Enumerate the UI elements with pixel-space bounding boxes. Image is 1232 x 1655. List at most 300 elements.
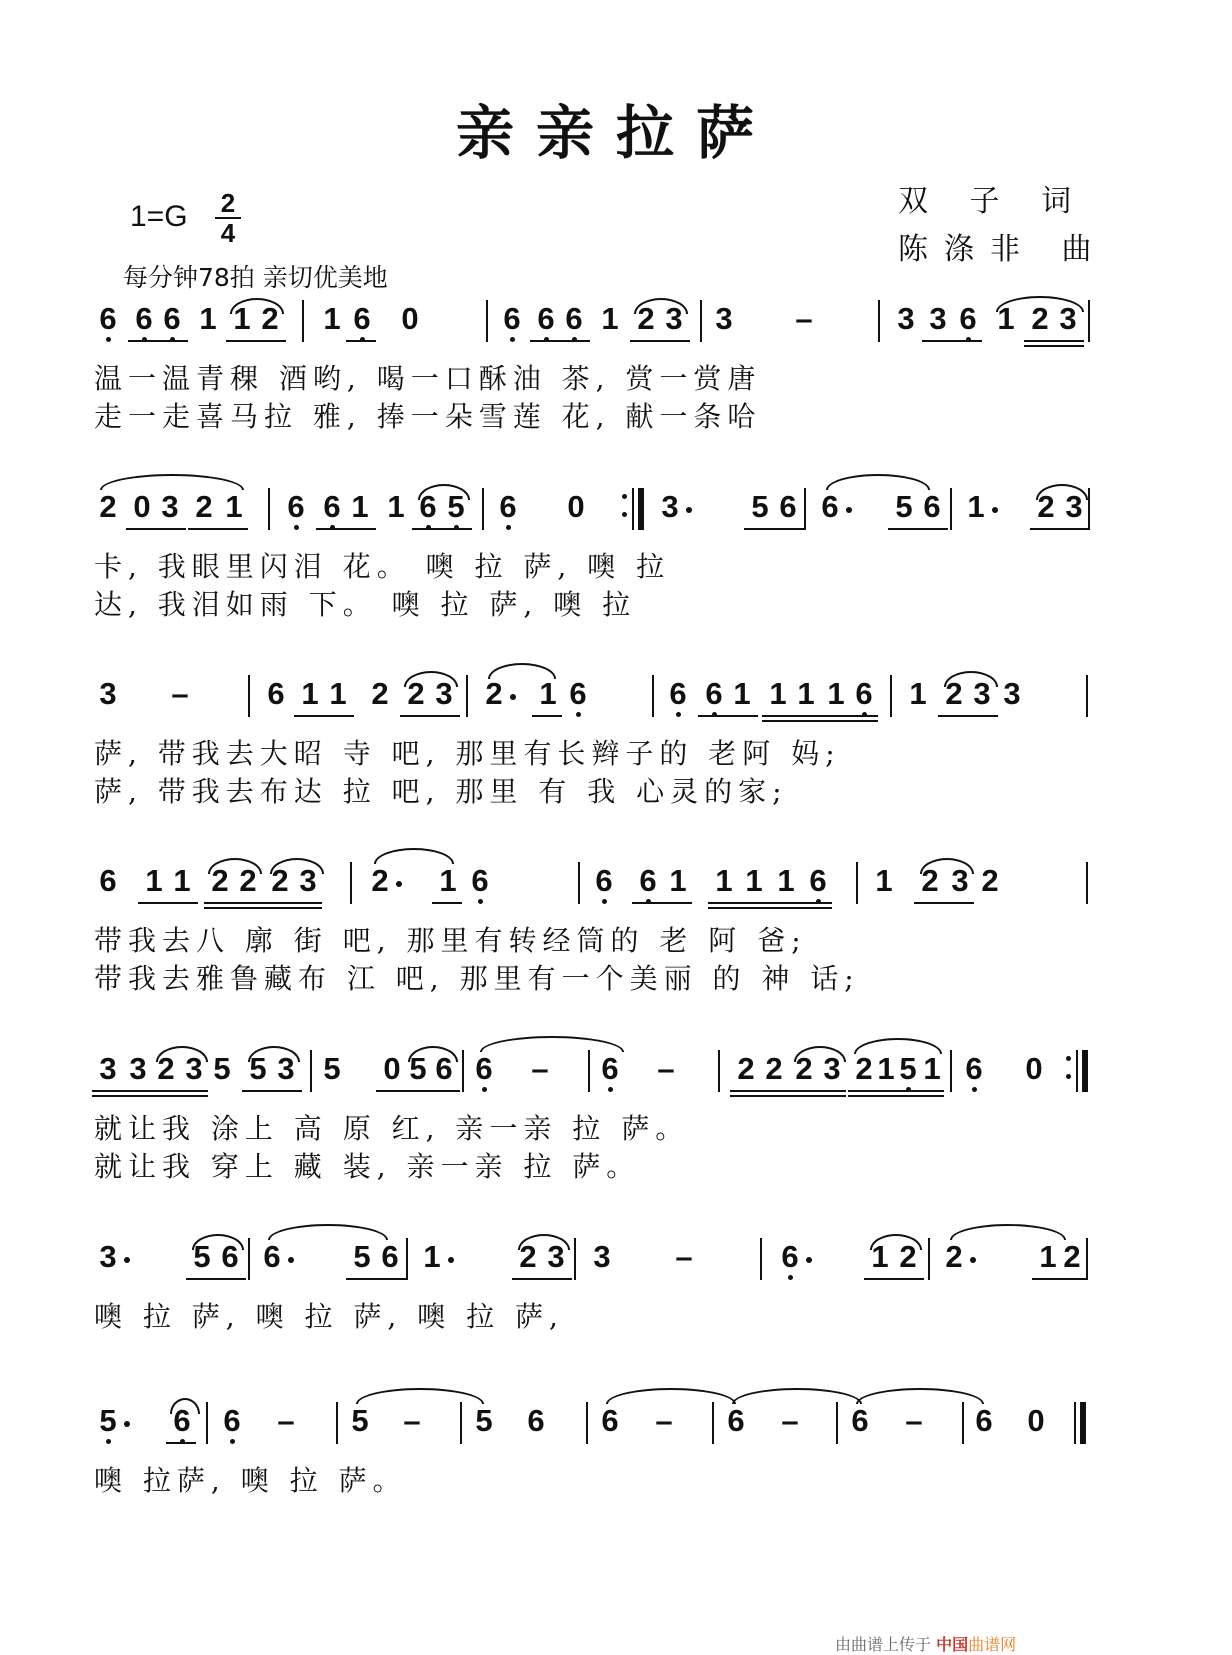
note: 2 [795,1051,813,1086]
note: 0 [567,489,585,524]
bar-line [632,488,634,530]
note: 3 [929,301,947,336]
bar-line [406,1238,408,1280]
note: 1 [323,301,341,336]
augmentation-dot [510,694,516,700]
note: 5 [475,1403,493,1438]
bar-line [1082,1050,1088,1092]
note: 3 [897,301,915,336]
note: 6 [267,676,285,711]
beam-underline [922,340,982,342]
repeat-dot [1066,1074,1071,1079]
note: 1 [439,863,457,898]
note: 2 [371,676,389,711]
note: 6 [634,864,662,898]
bar-line [1076,1050,1078,1092]
tie-arc [518,1234,570,1250]
beam-underline [186,1278,246,1280]
augmentation-dot [806,1257,812,1263]
notation-row [0,665,1232,725]
lyric-verse-2: 就让我 穿上 藏 装, 亲一亲 拉 萨。 [94,1150,641,1183]
tie-arc [480,1036,624,1052]
note: – [781,1403,799,1438]
note: 6 [99,863,117,898]
notation-row [0,1040,1232,1100]
beam-underline [138,902,198,904]
note: 5 [213,1051,231,1086]
tie-arc [920,858,974,874]
song-title: 亲亲拉萨 [455,99,776,167]
beam-underline [294,715,354,717]
note: 6 [435,1051,453,1086]
beam-underline [914,902,974,904]
note: 6 [470,1052,498,1086]
bar-line [460,1402,462,1444]
augmentation-dot [846,507,852,513]
note: 6 [94,302,122,336]
note: 6 [975,1403,993,1438]
low-octave-dot [482,1087,487,1092]
beam-underline [126,528,186,530]
note: 6 [590,864,618,898]
notation-row [0,1228,1232,1288]
tie-arc [418,484,470,500]
note: 1 [145,863,163,898]
note: 2 [157,1051,175,1086]
beam-underline [204,902,322,904]
beam-underline [888,528,948,530]
note: 1 [871,1239,889,1274]
bar-line [760,1238,762,1280]
beam-underline [708,902,832,904]
beam-underline [346,340,376,342]
bar-line [302,300,304,342]
note: 6 [850,677,878,711]
augmentation-dot [124,1421,130,1427]
note: 3 [715,301,733,336]
augmentation-dot [124,1257,130,1263]
note: 2 [921,863,939,898]
repeat-dot [1066,1056,1071,1061]
note: 0 [1025,1051,1043,1086]
beam-underline [400,715,460,717]
note: 6 [348,302,376,336]
bar-line [856,862,858,904]
note: 6 [282,490,310,524]
note: 2 [519,1239,537,1274]
beam-underline [698,715,758,717]
note: 2 [637,301,655,336]
lyric-verse-2: 走一走喜马拉 雅, 捧一朵雪莲 花, 献一条哈 [94,400,762,433]
low-octave-dot [972,1087,977,1092]
note: 6 [804,864,832,898]
tie-arc [100,474,244,490]
beam-underline [242,1090,302,1092]
tie-arc [870,1234,922,1250]
note: 1 [225,489,243,524]
notation-row [0,290,1232,350]
notation-row [0,1392,1232,1452]
note: 6 [664,677,692,711]
bar-line [466,675,468,717]
augmentation-dot [970,1257,976,1263]
low-octave-dot [506,525,511,530]
note: 3 [299,863,317,898]
beam-underline [848,1090,944,1092]
beam-underline [316,528,376,530]
bar-line [1088,300,1090,342]
note: 1 [777,863,795,898]
note: 5 [442,490,470,524]
beam-underline [530,340,590,342]
note: 1 [909,676,927,711]
bar-line [1086,1238,1088,1280]
key-signature: 1=G [130,200,188,233]
note: 1 [233,301,251,336]
tie-arc [208,858,262,874]
note: 5 [94,1404,122,1438]
bar-line [1086,675,1088,717]
beam-underline [730,1095,846,1097]
tie-arc [408,1046,458,1062]
note: 5 [351,1403,369,1438]
note: 3 [547,1239,565,1274]
augmentation-dot [448,1257,454,1263]
time-signature-bottom: 4 [220,218,236,248]
augmentation-dot [992,507,998,513]
beam-underline [762,715,878,717]
note: 6 [532,302,560,336]
beam-underline [730,1090,846,1092]
note: 5 [895,489,913,524]
low-octave-dot [608,1087,613,1092]
note: – [531,1051,549,1086]
tie-arc [1036,484,1088,500]
tie-arc [854,1038,942,1054]
repeat-dot [622,512,627,517]
bar-line [482,488,484,530]
low-octave-dot [602,899,607,904]
note: 1 [715,863,733,898]
note: 2 [271,863,289,898]
note: 1 [827,676,845,711]
bar-line [578,862,580,904]
note: 5 [751,489,769,524]
score-line-1 [0,290,1232,470]
bar-line [950,488,952,530]
note: 3 [129,1051,147,1086]
beam-underline [632,902,692,904]
note: 6 [221,1239,239,1274]
lyric-verse-1: 温一温青稞 酒哟, 喝一口酥油 茶, 赏一赏唐 [94,362,762,395]
note: 2 [855,1051,873,1086]
tie-arc [192,1234,244,1250]
beam-underline [1024,345,1084,347]
tie-arc [996,296,1084,312]
lyric-line: 噢 拉萨, 噢 拉 萨。 [94,1464,407,1497]
note: 2 [1037,489,1055,524]
note: 6 [168,1404,196,1438]
note: 1 [733,676,751,711]
beam-underline [1030,528,1090,530]
score-line-5 [0,1040,1232,1220]
note: 2 [485,676,503,711]
note: 6 [727,1403,745,1438]
note: 2 [407,676,425,711]
note: – [403,1403,421,1438]
tie-arc [170,1398,200,1414]
notation-row [0,852,1232,912]
note: 2 [945,1239,963,1274]
note: 6 [414,490,442,524]
tie-arc [950,1224,1066,1240]
note: – [655,1403,673,1438]
note: 1 [351,489,369,524]
note: 6 [560,302,588,336]
score-line-4 [0,852,1232,1032]
note: 6 [263,1239,281,1274]
low-octave-dot [106,337,111,342]
beam-underline [848,1095,944,1097]
bar-line [588,1050,590,1092]
low-octave-dot [230,1439,235,1444]
bar-line [836,1402,838,1444]
beam-underline [630,340,690,342]
note: 0 [383,1051,401,1086]
note: 1 [877,1051,895,1086]
note: 6 [954,302,982,336]
note: 1 [539,676,557,711]
beam-underline [1024,340,1084,342]
note: 3 [99,1239,117,1274]
bar-line [336,1402,338,1444]
bar-line [950,1050,952,1092]
bar-line [962,1402,964,1444]
low-octave-dot [106,1439,111,1444]
note: 1 [329,676,347,711]
note: 6 [601,1403,619,1438]
tie-arc [270,858,324,874]
bar-line [310,1050,312,1092]
bar-line [878,300,880,342]
bar-line [350,862,352,904]
bar-line [1074,1402,1076,1444]
bar-line [574,1238,576,1280]
time-signature [215,190,241,246]
note: 5 [409,1051,427,1086]
note: 1 [669,863,687,898]
note: 1 [745,863,763,898]
bar-line [486,300,488,342]
beam-underline [92,1095,208,1097]
bar-line [1080,1402,1086,1444]
bar-line [1088,488,1090,530]
note: 2 [211,863,229,898]
note: 3 [1065,489,1083,524]
bar-line [268,488,270,530]
note: 1 [301,676,319,711]
note: 2 [737,1051,755,1086]
beam-underline [744,528,804,530]
note: – [171,676,189,711]
tie-arc [156,1046,208,1062]
note: 6 [776,1240,804,1274]
note: 6 [700,677,728,711]
note: 5 [353,1239,371,1274]
bar-line [652,675,654,717]
bar-line [248,1238,250,1280]
note: 0 [401,301,419,336]
note: 3 [951,863,969,898]
time-signature-top: 2 [220,188,236,218]
beam-underline [512,1278,572,1280]
note: 6 [381,1239,399,1274]
bar-line [586,1402,588,1444]
lyric-verse-2: 达, 我泪如雨 下。 噢 拉 萨, 噢 拉 [94,588,637,621]
low-octave-dot [676,712,681,717]
note: 3 [661,489,679,524]
low-octave-dot [478,899,483,904]
note: 0 [133,489,151,524]
score-line-2 [0,478,1232,658]
score-line-7 [0,1392,1232,1572]
bar-line [712,1402,714,1444]
bar-line [638,488,644,530]
beam-underline [188,528,248,530]
note: 6 [821,489,839,524]
note: 2 [945,676,963,711]
lyricist-credit: 双 子 词 [898,184,1088,219]
beam-underline [226,340,286,342]
note: – [905,1403,923,1438]
note: 1 [1039,1239,1057,1274]
note: 1 [769,676,787,711]
note: 1 [797,676,815,711]
note: 5 [249,1051,267,1086]
note: 2 [239,863,257,898]
tie-arc [404,671,458,687]
note: 1 [875,863,893,898]
beam-underline [708,907,832,909]
tie-arc [268,1224,388,1240]
note: 6 [130,302,158,336]
note: 3 [185,1051,203,1086]
score-line-3 [0,665,1232,845]
note: 6 [498,302,526,336]
augmentation-dot [686,507,692,513]
note: 6 [596,1052,624,1086]
note: – [277,1403,295,1438]
beam-underline [1032,1278,1088,1280]
note: 2 [195,489,213,524]
note: 1 [997,301,1015,336]
augmentation-dot [396,881,402,887]
watermark-prefix: 中国 [936,1635,969,1654]
note: 6 [779,489,797,524]
note: 1 [423,1239,441,1274]
bar-line [804,488,806,530]
note: 2 [981,863,999,898]
note: 3 [1059,301,1077,336]
note: 3 [665,301,683,336]
beam-underline [92,1090,208,1092]
note: 2 [371,863,389,898]
note: – [675,1239,693,1274]
beam-underline [864,1278,924,1280]
lyric-line: 噢 拉 萨, 噢 拉 萨, 噢 拉 萨, [94,1300,564,1333]
note: 5 [894,1052,922,1086]
beam-underline [938,715,998,717]
lyric-verse-1: 萨, 带我去大昭 寺 吧, 那里有长辫子的 老阿 妈; [94,737,841,770]
note: 3 [435,676,453,711]
note: 3 [1003,676,1021,711]
beam-underline [762,720,878,722]
bar-line [890,675,892,717]
note: 3 [277,1051,295,1086]
low-octave-dot [788,1275,793,1280]
note: 1 [199,301,217,336]
lyric-verse-1: 卡, 我眼里闪泪 花。 噢 拉 萨, 噢 拉 [94,550,671,583]
lyric-verse-1: 带我去八 廓 街 吧, 那里有转经筒的 老 阿 爸; [94,924,807,957]
low-octave-dot [294,525,299,530]
note: 2 [1063,1239,1081,1274]
note: 6 [218,1404,246,1438]
note: 2 [261,301,279,336]
note: 1 [923,1051,941,1086]
score-line-6 [0,1228,1232,1408]
note: 1 [387,489,405,524]
bar-line [248,675,250,717]
beam-underline [166,1442,196,1444]
composer-credit: 陈涤非 曲 [898,232,1108,267]
note: 2 [899,1239,917,1274]
beam-underline [432,902,462,904]
tie-arc [248,1046,300,1062]
note: 3 [99,1051,117,1086]
note: 3 [823,1051,841,1086]
note: 1 [967,489,985,524]
lyric-verse-1: 就让我 涂上 高 原 红, 亲一亲 拉 萨。 [94,1112,690,1145]
note: 1 [601,301,619,336]
beam-underline [204,907,322,909]
lyric-verse-2: 带我去雅鲁藏布 江 吧, 那里有一个美丽 的 神 话; [94,962,860,995]
tie-arc [826,474,930,490]
note: 2 [765,1051,783,1086]
beam-underline [412,528,472,530]
watermark-site: 曲谱网 [968,1635,1017,1654]
bar-line [700,300,702,342]
bar-line [928,1238,930,1280]
tie-arc [374,848,454,864]
beam-underline [532,715,562,717]
note: 3 [161,489,179,524]
notation-row [0,478,1232,538]
tie-arc [944,671,998,687]
note: 6 [564,677,592,711]
note: 6 [851,1403,869,1438]
watermark-text: 由曲谱上传于 [835,1635,932,1654]
augmentation-dot [288,1257,294,1263]
note: 5 [323,1051,341,1086]
note: 3 [99,676,117,711]
note: 2 [99,489,117,524]
note: – [795,301,813,336]
tie-arc [488,663,556,679]
note: 6 [960,1052,988,1086]
note: 6 [494,490,522,524]
note: 6 [527,1403,545,1438]
bar-line [462,1050,464,1092]
